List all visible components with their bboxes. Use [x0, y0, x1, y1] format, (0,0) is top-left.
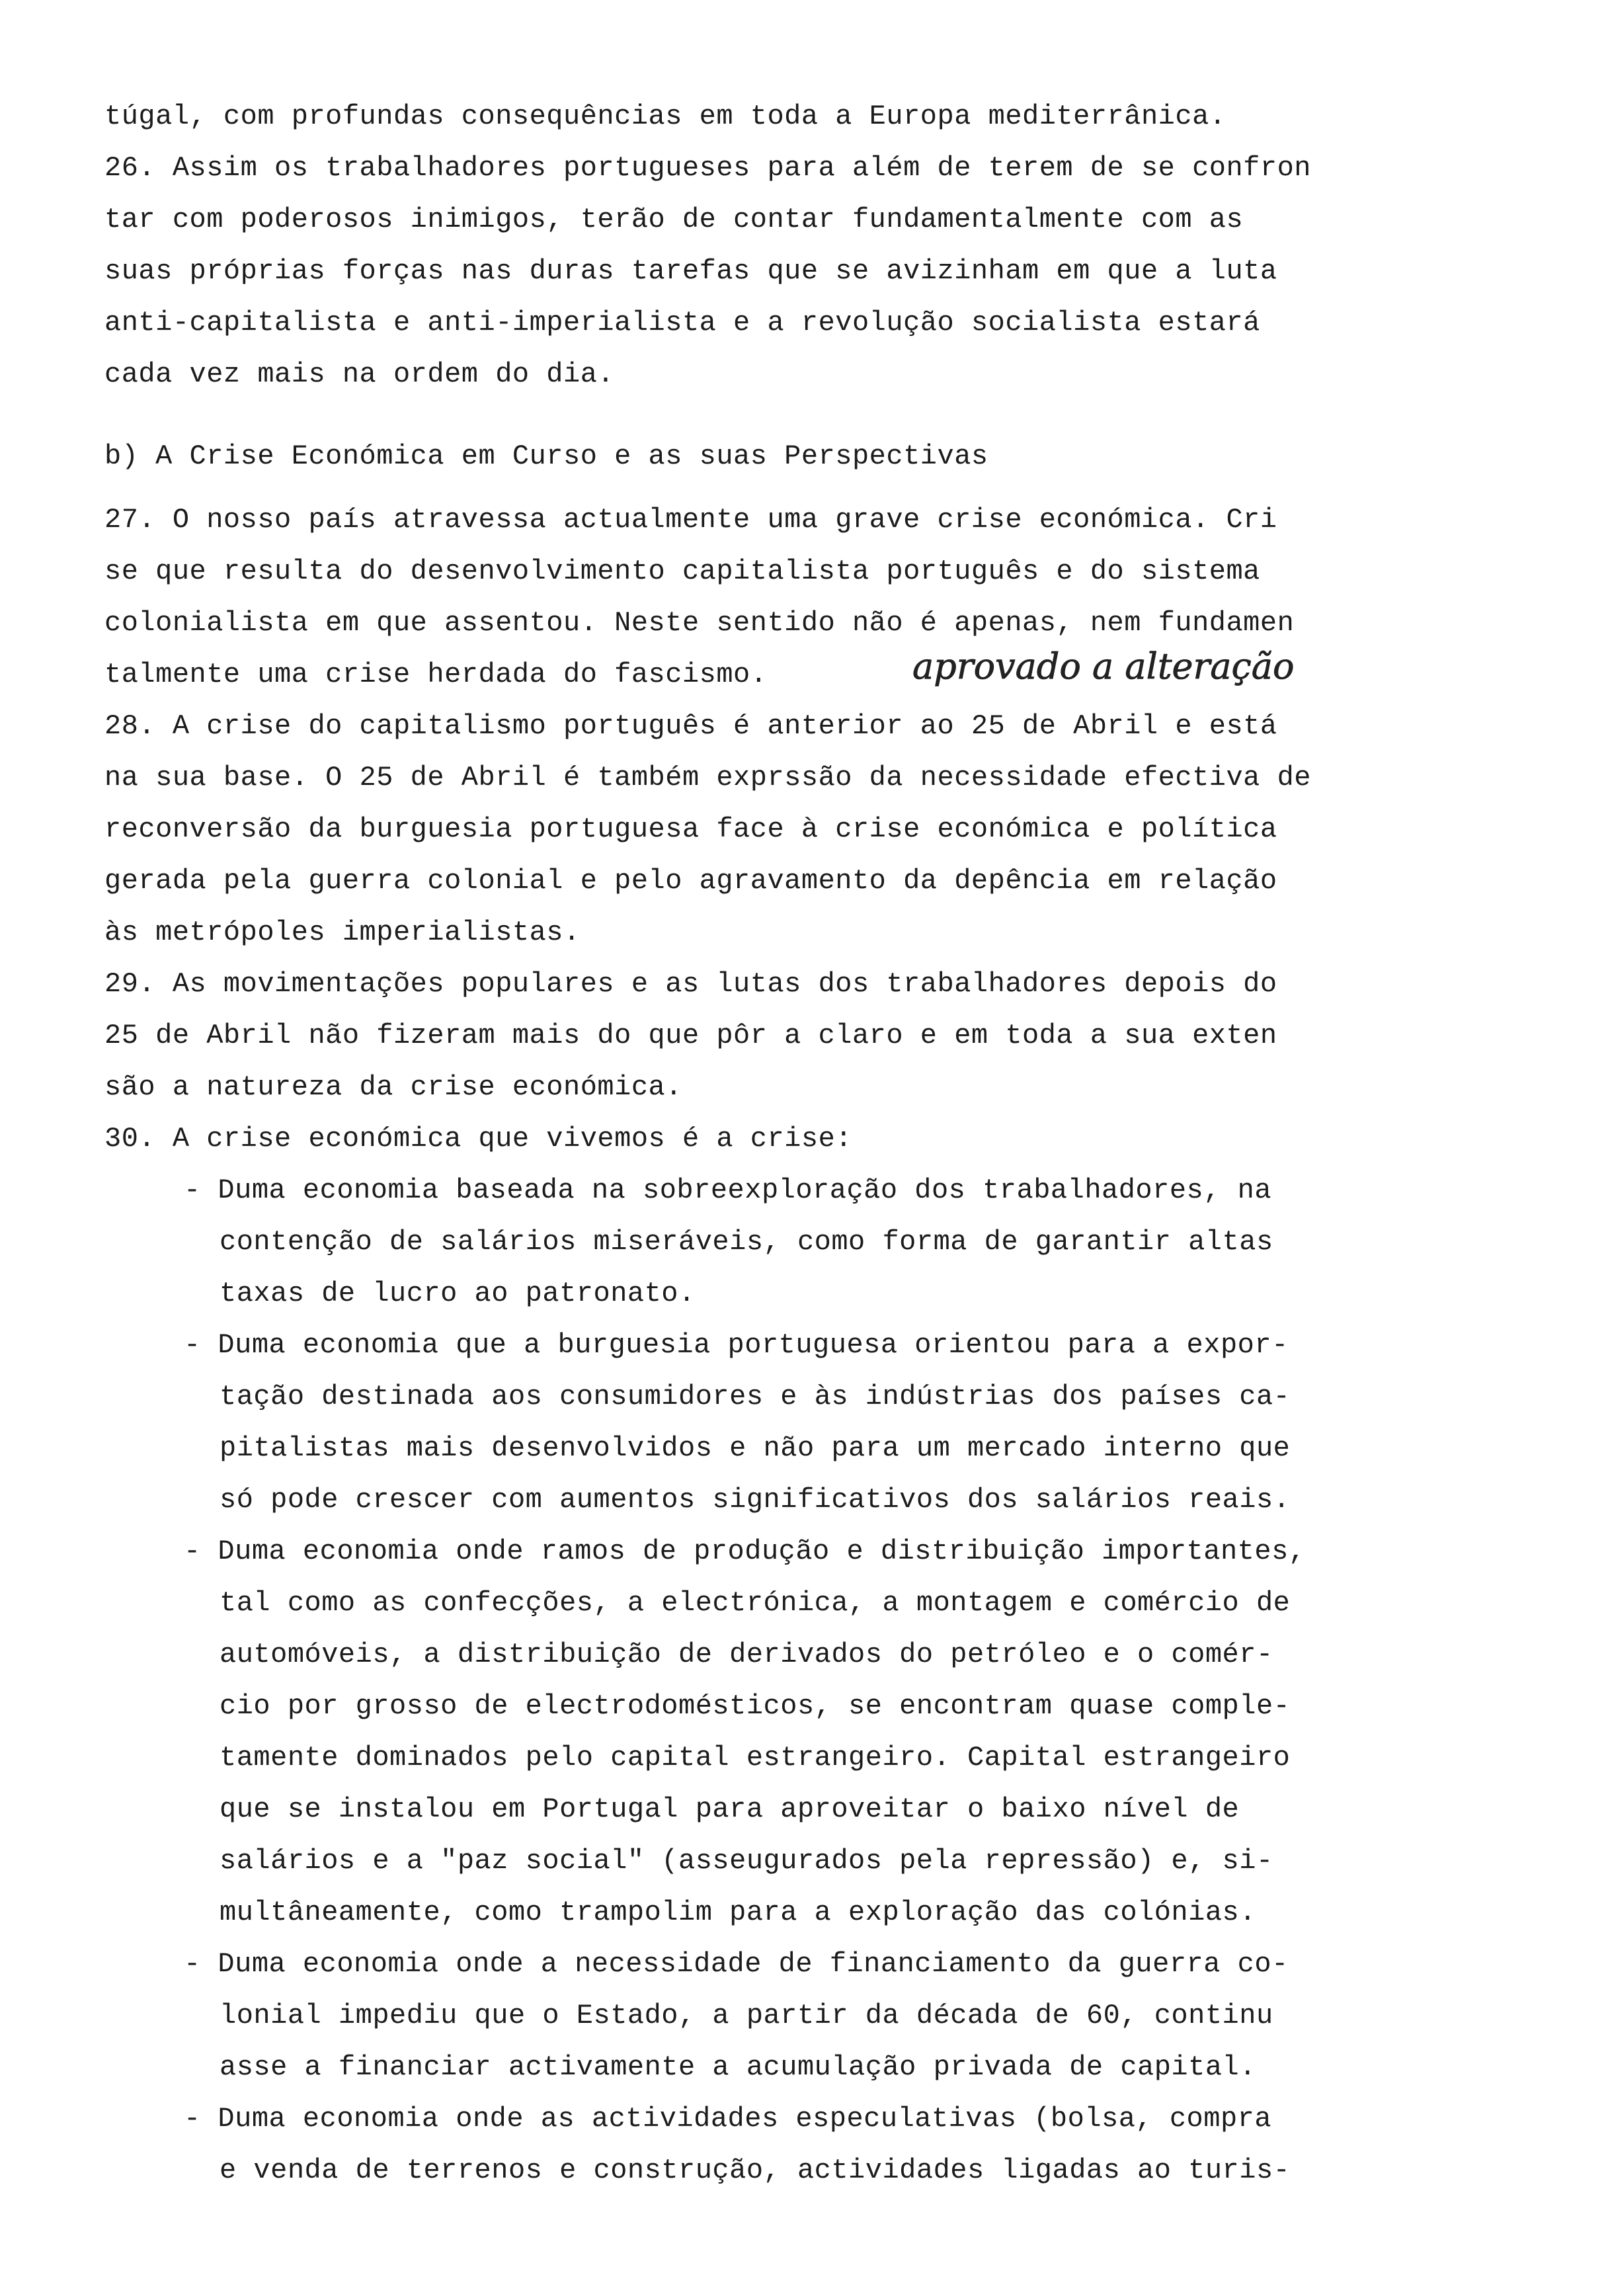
handwritten-note [906, 640, 1501, 700]
text-line: 27. O nosso país atravessa actualmente uma grave crise económica. Cri [104, 504, 1277, 536]
text-line: lonial impediu que o Estado, a partir da década de 60, continu [220, 2000, 1273, 2031]
text-line: e venda de terrenos e construção, actividades ligadas ao turis- [220, 2154, 1291, 2186]
text-line: salários e a "paz social" (asseugurados pela repressão) e, si- [220, 1845, 1273, 1877]
text-line: colonialista em que assentou. Neste sentido não é apenas, nem fundamen [104, 607, 1295, 639]
text-line: automóveis, a distribuição de derivados do petróleo e o comér- [220, 1639, 1273, 1670]
text-line: tamente dominados pelo capital estrangeiro. Capital estrangeiro [220, 1742, 1291, 1774]
text-line: 28. A crise do capitalismo português é anterior ao 25 de Abril e está [104, 710, 1277, 742]
bullet-line: - Duma economia onde ramos de produção e distribuição importantes, [184, 1536, 1306, 1567]
handwritten-note-text: aprovado a alteração [912, 645, 1295, 687]
text-line: túgal, com profundas consequências em toda a Europa mediterrânica. [104, 101, 1226, 132]
bullet-line: - Duma economia que a burguesia portuguesa orientou para a expor- [184, 1329, 1289, 1361]
text-line: pitalistas mais desenvolvidos e não para um mercado interno que [220, 1432, 1291, 1464]
text-line: 25 de Abril não fizeram mais do que pôr a claro e em toda a sua exten [104, 1020, 1277, 1051]
text-line: tar com poderosos inimigos, terão de contar fundamentalmente com as [104, 204, 1244, 235]
text-line: 29. As movimentações populares e as lutas dos trabalhadores depois do [104, 968, 1277, 1000]
text-line: gerada pela guerra colonial e pelo agravamento da depência em relação [104, 865, 1277, 897]
text-line: se que resulta do desenvolvimento capitalista português e do sistema [104, 555, 1260, 587]
text-line: talmente uma crise herdada do fascismo. [104, 659, 768, 690]
text-line: 26. Assim os trabalhadores portugueses para além de terem de se confron [104, 152, 1311, 184]
text-line: multâneamente, como trampolim para a exploração das colónias. [220, 1897, 1256, 1928]
text-line: cio por grosso de electrodomésticos, se encontram quase comple- [220, 1690, 1291, 1722]
text-line: às metrópoles imperialistas. [104, 917, 581, 948]
text-line: taxas de lucro ao patronato. [220, 1278, 696, 1309]
text-line: 30. A crise económica que vivemos é a crise: [104, 1123, 852, 1155]
bullet-line: - Duma economia baseada na sobreexploração dos trabalhadores, na [184, 1174, 1272, 1206]
bullet-line: - Duma economia onde as actividades especulativas (bolsa, compra [184, 2103, 1272, 2135]
bullet-line: - Duma economia onde a necessidade de financiamento da guerra co- [184, 1948, 1289, 1980]
text-line: só pode crescer com aumentos significativos dos salários reais. [220, 1484, 1291, 1516]
text-line: tal como as confecções, a electrónica, a montagem e comércio de [220, 1587, 1291, 1619]
text-line: reconversão da burguesia portuguesa face à crise económica e política [104, 813, 1277, 845]
text-line: suas próprias forças nas duras tarefas que se avizinham em que a luta [104, 255, 1277, 287]
text-line: que se instalou em Portugal para aproveitar o baixo nível de [220, 1793, 1240, 1825]
text-line: cada vez mais na ordem do dia. [104, 358, 615, 390]
text-line: asse a financiar activamente a acumulação privada de capital. [220, 2051, 1256, 2083]
text-line: são a natureza da crise económica. [104, 1071, 682, 1103]
text-line: anti-capitalista e anti-imperialista e a revolução socialista estará [104, 307, 1260, 339]
text-line: contenção de salários miseráveis, como forma de garantir altas [220, 1226, 1273, 1258]
text-line: na sua base. O 25 de Abril é também exprssão da necessidade efectiva de [104, 762, 1311, 794]
section-heading: b) A Crise Económica em Curso e as suas Perspectivas [104, 440, 988, 472]
text-line: tação destinada aos consumidores e às indústrias dos países ca- [220, 1381, 1291, 1413]
